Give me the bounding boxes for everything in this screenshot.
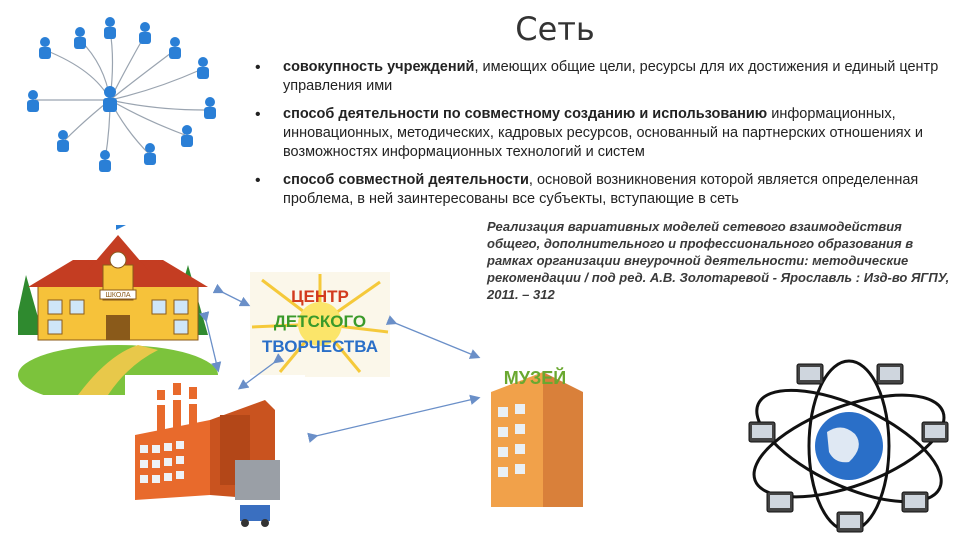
definition-item-1: [255, 58, 945, 96]
center-sign-line-3: ТВОРЧЕСТВА: [261, 337, 379, 356]
definition-text: , основой возникновения которой является определенная проблема, в ней заинтересованы все субъекты, вступающие в сеть: [283, 172, 919, 207]
definition-text: информационных, инновационных, методических, кадровых ресурсов, основанный на партнерских отношениях и возможностях информационных технологий и систем: [283, 106, 923, 160]
definition-term: способ совместной деятельности: [283, 172, 529, 188]
definition-text: , имеющих общие цели, ресурсы для их достижения и единый центр управления ими: [283, 59, 939, 94]
arrow-center-museum: [395, 323, 478, 357]
creativity-center-image: [250, 272, 390, 377]
center-sign-line-1: ЦЕНТР: [291, 287, 349, 306]
arrow-factory-museum: [316, 398, 478, 436]
definition-item-2: [255, 105, 945, 162]
definition-item-3: [255, 171, 945, 209]
arrow-school-center: [222, 292, 248, 305]
museum-sign: МУЗЕЙ: [503, 368, 567, 388]
factory-image: [125, 375, 305, 535]
definition-term: совокупность учреждений: [283, 59, 475, 75]
museum-image: [483, 362, 593, 507]
globe-computers-image: [737, 352, 960, 540]
people-network-image: [15, 10, 240, 185]
school-image: [18, 225, 218, 395]
center-sign-line-2: ДЕТСКОГО: [273, 312, 367, 331]
definition-term: способ деятельности по совместному созданию и использованию: [283, 106, 768, 122]
citation: Реализация вариативных моделей сетевого взаимодействия общего, дополнительного и профессионального образования в рамках организации внеурочной деятельности: методические рекомендации / под ред. А.В. Золотаревой - Ярославль : Изд-во ЯГПУ, 2011. – 312: [487, 219, 950, 302]
school-sign: ШКОЛА: [105, 292, 131, 299]
slide-title: Сеть: [515, 10, 595, 48]
definition-list: [255, 58, 945, 218]
